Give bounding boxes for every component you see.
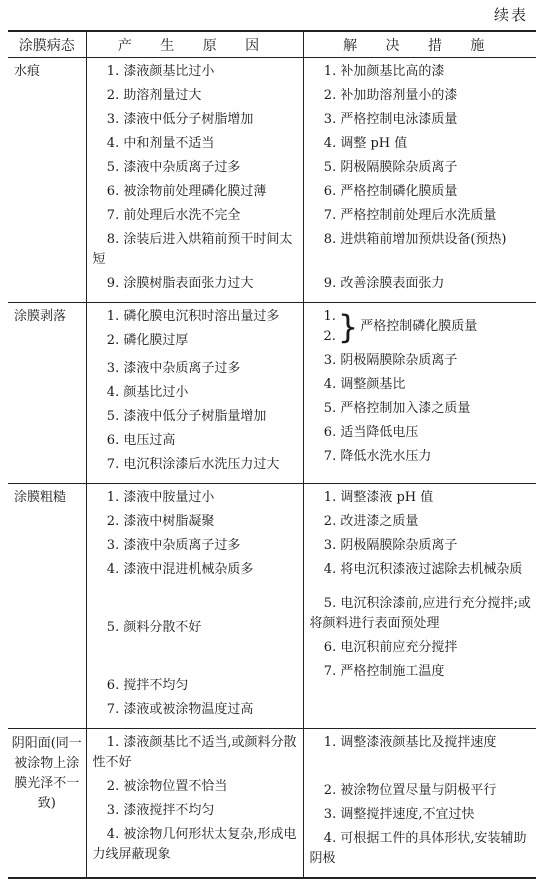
defect-name: 水痕 [14, 64, 41, 79]
solution-item: 7. 严格控制施工温度 [323, 664, 445, 679]
solution-bracket-group [310, 307, 533, 347]
cause-item: 7. 漆液或被涂物温度过高 [106, 702, 254, 717]
cause-item: 2. 助溶剂量过大 [106, 88, 202, 103]
solution-item: 2. 补加助溶剂量小的漆 [323, 88, 458, 103]
cause-item: 7. 电沉积涂漆后水洗压力过大 [106, 457, 280, 472]
cause-item: 7. 前处理后水洗不完全 [106, 208, 241, 223]
solution-item: 6. 严格控制磷化膜质量 [323, 184, 458, 199]
solution-item: 4. 调整 pH 值 [323, 136, 408, 151]
solution-item: 严格控制磷化膜质量 [360, 319, 478, 334]
solution-item: 8. 进烘箱前增加预烘设备(预热) [323, 232, 507, 247]
cause-item: 4. 中和剂量不适当 [106, 136, 215, 151]
defects-table [8, 30, 536, 879]
defect-name: 涂膜粗糙 [14, 490, 67, 505]
cause-item: 3. 漆液中低分子树脂增加 [106, 112, 254, 127]
cause-item: 9. 涂膜树脂表面张力过大 [106, 276, 254, 291]
cause-item: 4. 漆液中混进机械杂质多 [106, 562, 254, 577]
solution-item: 4. 可根据工件的具体形状,安装辅助阴极 [309, 831, 527, 866]
solution-item: 4. 调整颜基比 [323, 377, 406, 392]
cause-item: 5. 漆液中杂质离子过多 [106, 160, 241, 175]
cause-item: 4. 颜基比过小 [106, 385, 189, 400]
cause-item: 2. 被涂物位置不恰当 [106, 779, 228, 794]
solution-item: 5. 严格控制加入漆之质量 [323, 401, 471, 416]
solution-item: 3. 严格控制电泳漆质量 [323, 112, 458, 127]
solution-item: 1. 补加颜基比高的漆 [323, 64, 445, 79]
header-defect: 涂膜病态 [8, 31, 86, 58]
header-cause: 产 生 原 因 [86, 31, 303, 58]
solution-item: 5. 阴极隔膜除杂质离子 [323, 160, 458, 175]
continued-label: 续表 [493, 6, 528, 24]
cause-item: 3. 漆液搅拌不均匀 [106, 803, 215, 818]
solution-item: 3. 阴极隔膜除杂质离子 [323, 353, 458, 368]
header-solution: 解 决 措 施 [303, 31, 536, 58]
solution-item: 6. 电沉积前应充分搅拌 [323, 640, 458, 655]
table-row [8, 303, 536, 484]
solution-item: 7. 降低水洗水压力 [323, 449, 432, 464]
defect-name: 涂膜剥落 [14, 309, 67, 324]
solution-number: 2. [323, 329, 336, 344]
solution-item: 3. 阴极隔膜除杂质离子 [323, 538, 458, 553]
cause-item: 3. 漆液中杂质离子过多 [106, 538, 241, 553]
cause-item: 6. 电压过高 [106, 433, 176, 448]
cause-item: 2. 漆液中树脂凝聚 [106, 514, 215, 529]
solution-item: 9. 改善涂膜表面张力 [323, 276, 445, 291]
table-row [8, 58, 536, 303]
solution-item: 6. 适当降低电压 [323, 425, 419, 440]
solution-number: 1. [323, 309, 336, 324]
cause-item: 4. 被涂物几何形状太复杂,形成电力线屏蔽现象 [92, 827, 297, 862]
cause-item: 5. 漆液中低分子树脂量增加 [106, 409, 267, 424]
cause-item: 1. 漆液颜基比不适当,或颜料分散性不好 [92, 735, 297, 770]
cause-item: 1. 漆液颜基比过小 [106, 64, 215, 79]
cause-item: 1. 漆液中胺量过小 [106, 490, 215, 505]
solution-item: 5. 电沉积涂漆前,应进行充分搅拌;或将颜料进行表面预处理 [309, 596, 531, 631]
table-row [8, 729, 536, 879]
solution-item: 2. 改进漆之质量 [323, 514, 419, 529]
solution-item: 7. 严格控制前处理后水洗质量 [323, 208, 497, 223]
table-row [8, 484, 536, 729]
solution-item: 2. 被涂物位置尽量与阴极平行 [323, 783, 497, 798]
table-header-row [8, 31, 536, 58]
cause-item: 8. 涂装后进入烘箱前预干时间太短 [92, 232, 293, 267]
solution-item: 4. 将电沉积漆液过滤除去机械杂质 [323, 562, 523, 577]
cause-item: 5. 颜料分散不好 [106, 620, 202, 635]
cause-item: 6. 搅拌不均匀 [106, 678, 189, 693]
solution-item: 3. 调整搅拌速度,不宜过快 [323, 807, 475, 822]
defect-name: 阴阳面(同一被涂物上涂膜光泽不一致) [11, 736, 82, 811]
solution-item: 1. 调整漆液颜基比及搅拌速度 [323, 735, 497, 750]
cause-item: 6. 被涂物前处理磷化膜过薄 [106, 184, 267, 199]
solution-item: 1. 调整漆液 pH 值 [323, 490, 434, 505]
brace-symbol: } [337, 308, 359, 346]
cause-item: 2. 磷化膜过厚 [106, 333, 189, 348]
cause-item: 1. 磷化膜电沉积时溶出量过多 [106, 309, 280, 324]
cause-item: 3. 漆液中杂质离子过多 [106, 361, 241, 376]
